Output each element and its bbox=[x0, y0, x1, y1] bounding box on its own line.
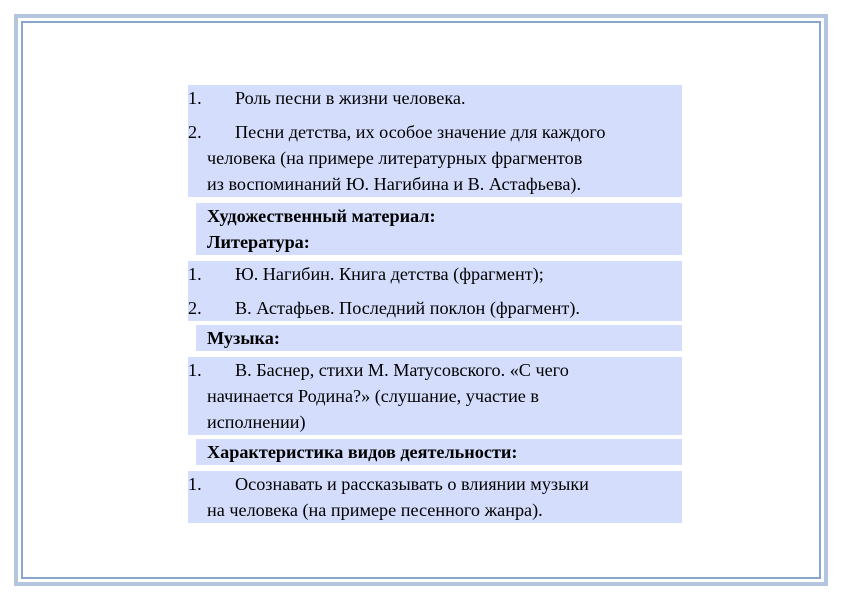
music-line: В. Баснер, стихи М. Матусовского. «С чего bbox=[235, 360, 569, 380]
literature-heading: Литература: bbox=[196, 229, 682, 255]
literature-number: 1. bbox=[188, 264, 202, 284]
topic-item-2 bbox=[188, 119, 682, 197]
topic-item-1 bbox=[188, 85, 682, 111]
music-heading: Музыка: bbox=[196, 325, 682, 351]
topic-line: человека (на примере литературных фрагментов bbox=[207, 148, 583, 168]
literature-item-2 bbox=[188, 295, 682, 321]
music-line: начинается Родина?» (слушание, участие в bbox=[207, 386, 540, 406]
activity-line: Осознавать и рассказывать о влиянии музыки bbox=[235, 474, 589, 494]
literature-line: В. Астафьев. Последний поклон (фрагмент). bbox=[235, 298, 580, 318]
topic-line: Роль песни в жизни человека. bbox=[235, 88, 466, 108]
activity-item-1 bbox=[188, 471, 682, 523]
literature-item-1 bbox=[188, 261, 682, 287]
topic-number: 1. bbox=[188, 88, 202, 108]
activity-number: 1. bbox=[188, 474, 202, 494]
activity-line: на человека (на примере песенного жанра). bbox=[207, 500, 543, 520]
literature-number: 2. bbox=[188, 298, 202, 318]
topic-number: 2. bbox=[188, 122, 202, 142]
topic-line: Песни детства, их особое значение для каждого bbox=[235, 122, 606, 142]
literature-line: Ю. Нагибин. Книга детства (фрагмент); bbox=[235, 264, 544, 284]
art-material-heading: Художественный материал: bbox=[196, 203, 682, 229]
music-item-1 bbox=[188, 357, 682, 435]
slide-content bbox=[188, 85, 682, 523]
music-line: исполнении) bbox=[207, 412, 306, 432]
topic-line: из воспоминаний Ю. Нагибина и В. Астафьева). bbox=[207, 174, 582, 194]
music-number: 1. bbox=[188, 360, 202, 380]
activities-heading: Характеристика видов деятельности: bbox=[196, 439, 682, 465]
